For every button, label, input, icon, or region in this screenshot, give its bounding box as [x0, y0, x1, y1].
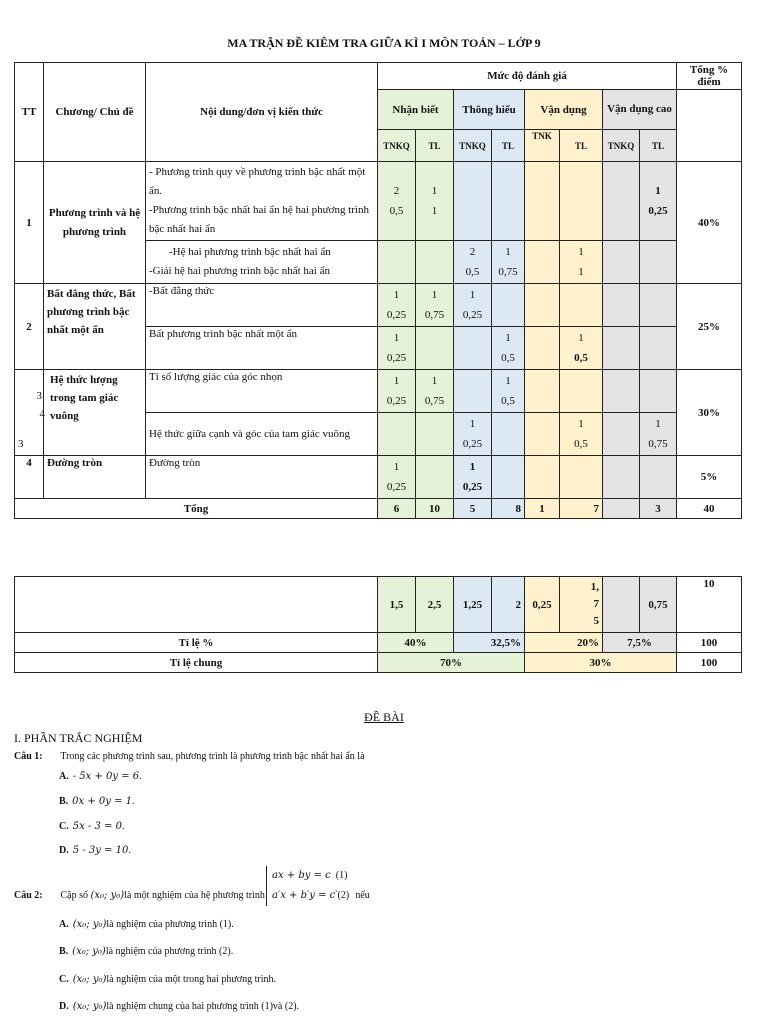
cell: [525, 162, 560, 241]
score-part: 1,: [590, 581, 599, 593]
header-chapter: Chương/ Chủ đề: [44, 63, 146, 162]
cell: [492, 327, 525, 370]
option-label: C.: [59, 974, 69, 985]
q1-option-a[interactable]: A. - 5x + 0y = 6.: [59, 771, 142, 782]
ratio-van-dung: 20%: [525, 633, 603, 653]
section-3-number-a: 3: [36, 390, 42, 402]
cell: [416, 370, 454, 413]
cell: [378, 413, 416, 456]
option-label: A.: [59, 919, 69, 930]
cell: [525, 241, 560, 284]
assessment-matrix-table: [14, 62, 742, 519]
sub-tnkq: TNKQ: [378, 130, 416, 162]
option-label: C.: [59, 821, 69, 832]
score-total: 10: [677, 577, 742, 633]
q2-option-c[interactable]: [59, 974, 276, 985]
question-text: là một nghiệm của hệ phương trình: [124, 890, 265, 901]
cell: [454, 162, 492, 241]
cell: [560, 162, 603, 241]
content-line: - Phương trình quy về phương trình bậc nhất một ẩn.: [149, 166, 366, 197]
pair-math: (x₀; y₀): [90, 890, 125, 901]
option-text: là nghiệm chung của hai phương trình: [106, 1001, 259, 1012]
sum-total: 40: [677, 499, 742, 519]
cell: [603, 241, 640, 284]
cell: [378, 162, 416, 241]
section-1-chapter: Phương trình và hệ phương trình: [44, 162, 146, 284]
equation-ref: (1): [219, 919, 232, 930]
cell-count: 1: [431, 375, 438, 387]
header-total: Tổng % điểm: [677, 63, 742, 90]
header-van-dung: Vận dụng: [525, 90, 603, 130]
section-1-number: 1: [15, 162, 44, 284]
pair-math: (x₀; y₀): [72, 1001, 107, 1012]
cell: [378, 456, 416, 499]
cell: [560, 241, 603, 284]
section-2-number: 2: [15, 284, 44, 370]
cell: [640, 284, 677, 327]
cell-count: 1: [431, 185, 438, 197]
cell-count: 1: [469, 461, 476, 473]
cell: [640, 327, 677, 370]
equation-text: a′x + b′y = c′: [272, 890, 338, 901]
pair-math: (x₀; y₀): [72, 946, 106, 957]
sum-cell: 5: [454, 499, 492, 519]
sub-tl: TL: [640, 130, 677, 162]
cell: [492, 370, 525, 413]
option-text: và: [272, 1001, 283, 1012]
cell: [378, 284, 416, 327]
cell: [416, 241, 454, 284]
option-label: A.: [59, 771, 69, 782]
cell: [454, 327, 492, 370]
sub-tl: TL: [492, 130, 525, 162]
cell: [416, 284, 454, 327]
q2-option-b[interactable]: B. (x₀; y₀)là nghiệm của phương trình (2).: [59, 946, 234, 957]
ratio-van-dung-cao: 7,5%: [603, 633, 677, 653]
cell: [416, 456, 454, 499]
section-3-total: 30%: [677, 370, 742, 456]
sum-cell: 7: [560, 499, 603, 519]
content-line: -Phương trình bậc nhất hai ẩn hệ hai phương trình bậc nhất hai ẩn: [149, 204, 369, 235]
cell-score: 0,25: [386, 309, 407, 321]
cell-count: 1: [578, 332, 584, 344]
header-level: Mức độ đánh giá: [378, 63, 677, 90]
cell: [454, 413, 492, 456]
cell: [492, 241, 525, 284]
question-1: [14, 751, 365, 762]
section-4-content: Đường tròn: [146, 456, 378, 499]
section-4-number: 4: [15, 456, 44, 499]
equation-ref: (2): [219, 946, 231, 957]
cell-score: 0,25: [462, 438, 483, 450]
header-content: Nội dung/đơn vị kiến thức: [146, 63, 378, 162]
cell-count: 1: [505, 375, 511, 387]
score-cell: [603, 577, 640, 633]
cell: [603, 456, 640, 499]
cell-score: 0,5: [574, 352, 588, 364]
option-math: 5 - 3y = 10: [72, 845, 129, 856]
score-part: 5: [593, 615, 599, 627]
cell-count: 1: [505, 246, 511, 258]
pair-math: (x₀; y₀): [72, 919, 107, 930]
cell: [603, 162, 640, 241]
cell: [525, 413, 560, 456]
section-1-content-b: [146, 241, 378, 284]
common-b: 30%: [525, 653, 677, 673]
score-part: 7: [593, 598, 599, 610]
cell: [378, 241, 416, 284]
cell: [603, 327, 640, 370]
exam-heading: ĐỀ BÀI: [364, 710, 404, 724]
cell: [560, 327, 603, 370]
section-3-content-a: Tỉ số lượng giác của góc nhọn: [146, 370, 378, 413]
cell-count: 1: [655, 185, 661, 197]
cell-score: 0,5: [574, 438, 588, 450]
cell: [492, 162, 525, 241]
score-cell: 2: [492, 577, 525, 633]
cell-score: 0,5: [389, 205, 404, 217]
sub-tnkq: TNKQ: [454, 130, 492, 162]
option-label: D.: [59, 1001, 69, 1012]
score-cell: 0,75: [640, 577, 677, 633]
cell-score: 0,25: [462, 481, 483, 493]
score-cell: 1,5: [378, 577, 416, 633]
equation-ref: (2): [284, 1001, 297, 1012]
cell-count: 1: [655, 418, 661, 430]
option-label: B.: [59, 796, 69, 807]
cell-score: 0,75: [424, 309, 445, 321]
equation-number: (1): [335, 870, 348, 881]
cell-score: 0,25: [386, 395, 407, 407]
section-4-chapter: Đường tròn: [44, 456, 146, 499]
sum-label: Tổng: [15, 499, 378, 519]
cell: [560, 456, 603, 499]
cell-count: 1: [578, 246, 584, 258]
sum-cell: 8: [492, 499, 525, 519]
cell: [640, 162, 677, 241]
cell: [603, 284, 640, 327]
ratio-total: 100: [677, 633, 742, 653]
header-tt: TT: [15, 63, 44, 162]
cell: [603, 370, 640, 413]
cell: [454, 284, 492, 327]
cell: [640, 241, 677, 284]
option-math: 5x - 3 = 0: [72, 821, 122, 832]
ratio-label: Tỉ lệ %: [15, 633, 378, 653]
cell-score: 0,25: [386, 481, 407, 493]
section-3-number: [15, 370, 44, 456]
cell-score: 0,25: [462, 309, 483, 321]
section-2-content-b: Bất phương trình bậc nhất một ẩn: [146, 327, 378, 370]
sum-cell: 6: [378, 499, 416, 519]
question-label: Câu 1:: [14, 751, 43, 762]
option-text: là nghiệm của phương trình: [106, 919, 218, 930]
section-1-total: 40%: [677, 162, 742, 284]
score-label-blank: [15, 577, 378, 633]
common-total: 100: [677, 653, 742, 673]
cell-count: 1: [469, 289, 476, 301]
sub-tl: TL: [416, 130, 454, 162]
page-title: MA TRẬN ĐỀ KIÊM TRA GIỮA KÌ I MÔN TOÁN – LỚP 9: [227, 36, 541, 50]
section-4-total: 5%: [677, 456, 742, 499]
content-line: -Hệ hai phương trình bậc nhất hai ẩn: [169, 246, 331, 258]
option-text: là nghiệm của một trong hai phương trình.: [106, 974, 276, 985]
cell-count: 1: [578, 418, 584, 430]
cell: [640, 413, 677, 456]
q2-option-a[interactable]: A. (x₀; y₀)là nghiệm của phương trình (1).: [59, 919, 234, 930]
cell: [640, 370, 677, 413]
section-3-content-b: [146, 413, 378, 456]
sum-cell: [603, 499, 640, 519]
cell: [416, 413, 454, 456]
cell: [560, 413, 603, 456]
section-3-number-b: 4: [39, 408, 45, 420]
cell: [492, 456, 525, 499]
q2-option-d[interactable]: D. (x₀; y₀)là nghiệm chung của hai phương trình (1)và (2).: [59, 1001, 300, 1012]
cell: [378, 370, 416, 413]
cell: [560, 370, 603, 413]
cell-count: 1: [505, 332, 511, 344]
sum-cell: 10: [416, 499, 454, 519]
sub-tnkq: TNKQ: [603, 130, 640, 162]
q1-option-b[interactable]: B. 0x + 0y = 1.: [59, 796, 135, 807]
option-math: - 5x + 0y = 6: [72, 771, 140, 782]
question-text: Trong các phương trình sau, phương trình là phương trình bậc nhất hai ẩn là: [60, 751, 365, 762]
sub-tnk: TNK: [525, 130, 560, 162]
q1-option-c[interactable]: C. 5x - 3 = 0.: [59, 821, 125, 832]
cell-score: 1: [578, 266, 584, 278]
option-math: 0x + 0y = 1: [72, 796, 133, 807]
cell: [560, 284, 603, 327]
cell-score: 0,25: [648, 205, 668, 217]
cell: [492, 284, 525, 327]
score-cell: 2,5: [416, 577, 454, 633]
common-label: Tỉ lệ chung: [15, 653, 378, 673]
equation-ref: (1): [261, 1001, 273, 1012]
sum-cell: 1: [525, 499, 560, 519]
q1-option-d[interactable]: D. 5 - 3y = 10.: [59, 845, 131, 856]
cell-count: 1: [431, 289, 438, 301]
section-2-content-a: -Bất đẳng thức: [146, 284, 378, 327]
score-cell: 0,25: [525, 577, 560, 633]
common-a: 70%: [378, 653, 525, 673]
cell-score: 0,75: [648, 438, 668, 450]
header-thong-hieu: Thông hiểu: [454, 90, 525, 130]
cell-score: 0,75: [424, 395, 445, 407]
cell: [378, 327, 416, 370]
summary-table: [14, 576, 742, 673]
cell-count: 2: [393, 185, 400, 197]
cell: [525, 456, 560, 499]
option-text: là nghiệm của phương trình: [105, 946, 217, 957]
cell: [525, 370, 560, 413]
pair-math: (x₀; y₀): [72, 974, 107, 985]
header-nhan-biet: Nhận biết: [378, 90, 454, 130]
question-text: Cặp số: [60, 890, 88, 901]
content-line: -Giải hệ hai phương trình bậc nhất hai ẩn: [149, 265, 331, 277]
option-label: B.: [59, 946, 69, 957]
cell: [525, 284, 560, 327]
cell-count: 1: [393, 332, 400, 344]
section-2-total: 25%: [677, 284, 742, 370]
cell-score: 0,5: [501, 352, 515, 364]
ratio-nhan-biet: 40%: [378, 633, 454, 653]
score-cell-stack: [560, 577, 603, 633]
section-1-content-a: [146, 162, 378, 241]
section-3-chapter: Hệ thức lượng trong tam giác vuông: [44, 370, 146, 456]
cell-score: 0,25: [386, 352, 407, 364]
question-label: Câu 2:: [14, 890, 43, 901]
score-cell: 1,25: [454, 577, 492, 633]
cell-score: 1: [431, 205, 438, 217]
part-1-heading: I. PHẦN TRẮC NGHIỆM: [14, 731, 143, 745]
cell-count: 1: [393, 461, 400, 473]
cell-score: 0,75: [498, 266, 518, 278]
header-total-blank: [677, 90, 742, 162]
cell-count: 1: [393, 289, 400, 301]
cell-score: 0,5: [465, 266, 480, 278]
cell: [525, 327, 560, 370]
cell: [416, 162, 454, 241]
cell: [416, 327, 454, 370]
section-2-chapter: Bất đẳng thức, Bất phương trình bậc nhất một ẩn: [44, 284, 146, 370]
cell: [454, 241, 492, 284]
equation-text: ax + by = c: [272, 870, 331, 881]
sum-cell: 3: [640, 499, 677, 519]
ratio-thong-hieu: 32,5%: [454, 633, 525, 653]
cell: [492, 413, 525, 456]
equation-1: [272, 866, 349, 886]
cell-count: 1: [393, 375, 400, 387]
question-2: [14, 890, 370, 901]
equation-number: (2): [337, 890, 350, 901]
question-text: nếu: [355, 890, 370, 901]
sub-tl: TL: [560, 130, 603, 162]
header-van-dung-cao: Vận dụng cao: [603, 90, 677, 130]
section-3-number-c: 3: [18, 438, 24, 450]
cell: [454, 456, 492, 499]
cell: [603, 413, 640, 456]
cell: [454, 370, 492, 413]
cell: [640, 456, 677, 499]
cell-score: 0,5: [501, 395, 515, 407]
content-line: Hệ thức giữa cạnh và góc của tam giác vuông: [149, 427, 350, 440]
cell-count: 1: [469, 418, 476, 430]
option-label: D.: [59, 845, 69, 856]
cell-count: 2: [469, 246, 476, 258]
